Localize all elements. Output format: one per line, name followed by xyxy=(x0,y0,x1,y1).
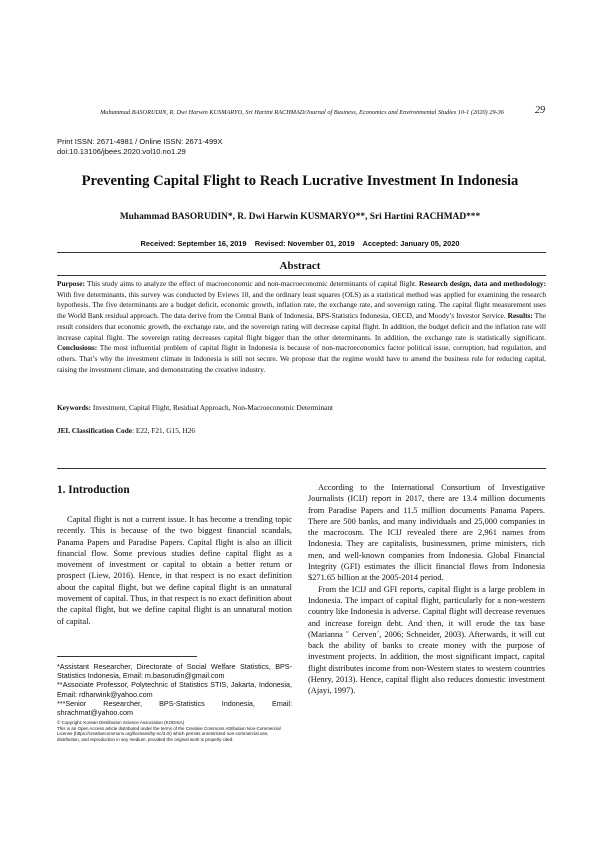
footnote: **Associate Professor, Polytechnic of Statistics STIS, Jakarta, Indonesia, Email: rdharwink@yahoo.com xyxy=(57,680,292,699)
divider xyxy=(57,468,546,469)
paragraph: Capital flight is not a current issue. It has become a trending topic recently. This is because of the two biggest financial scandals, Panama Papers and Paradise Papers. Capital flight is also an illicit financial flow. Some previous studies define capital flight as a movement of investment or capital to obtain a better return or prospect (Liew, 2016). Hence, in that respect is no exact definition about the capital flight, but we define capital flight is an unnatural movement of capital. Thus, in that respect is no exact definition about the capital flight, but we define capital flight is an unnatural motion of capital. xyxy=(57,515,292,626)
footnote: ***Senior Researcher, BPS-Statistics Indonesia, Email: shrachmat@yahoo.com xyxy=(57,698,292,718)
footnote: *Assistant Researcher, Directorate of Social Welfare Statistics, BPS-Statistics Indonesia, Email: m.basorudin@gmail.com xyxy=(57,662,292,681)
abstract-body xyxy=(57,279,546,375)
purpose-label: Purpose: xyxy=(57,279,85,288)
jel-label: JEL Classification Code xyxy=(57,426,133,435)
divider xyxy=(57,275,546,276)
keywords xyxy=(57,403,546,412)
results-label: Results: xyxy=(507,311,533,321)
copyright-line: © Copyright: Korean Distribution Science Association (KODISA) xyxy=(57,720,185,725)
right-column xyxy=(308,482,545,697)
keywords-text: Investment, Capital Flight, Residual Approach, Non-Macroeconomic Determinant xyxy=(91,403,334,412)
article-dates: Received: September 16, 2019 Revised: November 01, 2019 Accepted: January 05, 2020 xyxy=(140,239,460,248)
running-header: Muhammad BASORUDIN, R. Dwi Harwin KUSMARYO, Sri Hartini RACHMAD/Journal of Business, Economics and Environmental Studies 10-1 (2020) 29-36 xyxy=(100,109,504,116)
license-text: This is an Open Access article distributed under the terms of the Creative Commons Attribution Non-Commercial License (https://creativecommons.org/licenses/by-nc/4.0/) which permits unrestricted non-commercial use, distribution, and reproduction in any medium, provided the original work is properly cited. xyxy=(57,725,281,742)
issn-block xyxy=(57,137,222,157)
jel-text: : E22, F21, G15, H26 xyxy=(132,426,196,435)
issn-line: Print ISSN: 2671-4981 / Online ISSN: 2671-499X xyxy=(57,137,223,146)
left-column xyxy=(57,514,292,627)
article-title: Preventing Capital Flight to Reach Lucrative Investment In Indonesia xyxy=(81,173,519,189)
keywords-label: Keywords: xyxy=(57,403,92,412)
footnote-divider xyxy=(57,656,197,657)
license-note xyxy=(57,720,292,742)
doi-line: doi:10.13106/jbees.2020.vol10.no1.29 xyxy=(57,147,186,156)
conclusions-label: Conclusions: xyxy=(57,343,98,353)
conclusions-text: The most influential problem of capital flight in Indonesia is because of non-macroeconomics factor political issue, corruption, bad regulation, and others. That’s why the investment climate in Indonesia is still not secure. We propose that the regime would have to amend the business rule for reducing capital, raising the investment climate, and demonstrating the creative industry. xyxy=(57,343,546,374)
design-label: Research design, data and methodology: xyxy=(419,279,546,288)
abstract-heading: Abstract xyxy=(279,260,321,272)
section-heading-introduction: 1. Introduction xyxy=(57,484,130,496)
purpose-text: This study aims to analyze the effect of macroeconomic and non-macroeconomic determinants of capital flight. xyxy=(84,279,419,288)
results-text: The result considers that economic growth, the exchange rate, and the sovereign rating will decrease capital flight. In addition, the budget deficit and the inflation rate will increase capital flight. The sovereign rating decreases capital flight bigger than the other determinants. In addition, the exchange rate is statistically significant. xyxy=(57,311,546,342)
design-text: With five determinants, this survey was conducted by Eviews 10, and the ordinary least squares (OLS) as a statistical method was applied for examining the research hypothesis. The five determinants are a budget deficit, economic growth, inflation rate, the exchange rate, and sovereign rating. The capital flight measurement uses the World Bank residual approach. The data derive from the Central Bank of Indonesia, BPS-Statistics Indonesia, OECD, and Moody’s Investor Service. xyxy=(57,289,546,321)
paragraph: From the ICIJ and GFI reports, capital flight is a large problem in Indonesia. The impact of capital flight, particularly for a non-western country like Indonesia is adverse. Capital flight will decrease revenues and increase foreign debt. And then, it will erode the tax base (Marianna ˇ Cerven´, 2006; Schneider, 2003). Afterwards, it will cut back the ability of banks to create money with the purpose of investment projects. In addition, the most significant impact, capital flight distributes income from non-Western states to western countries (Henry, 2013). Hence, capital flight also reduces domestic investment (Ajayi, 1997). xyxy=(308,584,545,696)
footnotes xyxy=(57,662,292,717)
paragraph: According to the International Consortium of Investigative Journalists (ICIJ) report in 2017, there are 13.4 million documents from Paradise Papers and 11.5 million documents Panama Papers. There are 500 banks, and many individuals and 25,000 companies in the macrocosm. The ICIJ revealed there are 2,961 names from Indonesia. They are capitalists, businessmen, prime ministers, rich men, and well-known companies from Indonesia. Global Financial Integrity (GFI) estimates the illicit financial flows from Indonesia $271.65 billion at the 2005-2014 period. xyxy=(308,483,545,583)
jel-codes xyxy=(57,426,546,435)
article-authors: Muhammad BASORUDIN*, R. Dwi Harwin KUSMARYO**, Sri Hartini RACHMAD*** xyxy=(119,212,481,222)
page-number: 29 xyxy=(535,105,545,116)
divider xyxy=(57,252,546,253)
